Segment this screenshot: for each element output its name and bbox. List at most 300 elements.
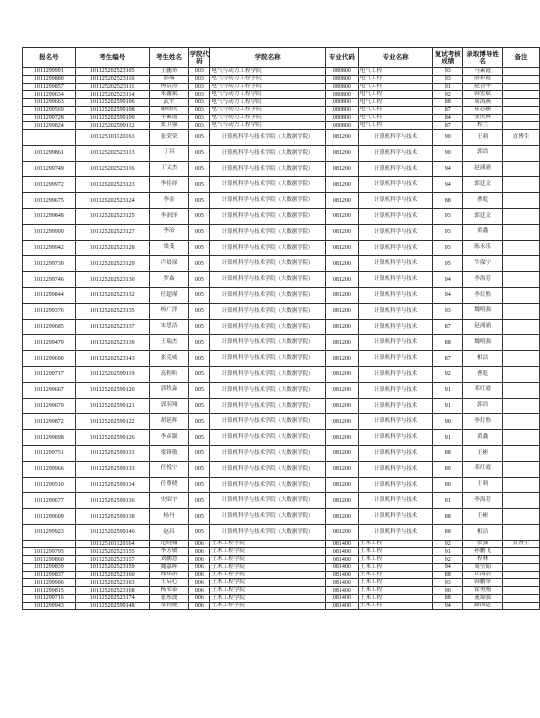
cell-major-code: 080800 xyxy=(325,106,358,114)
cell-school-code: 005 xyxy=(189,414,210,430)
cell-major-code: 081200 xyxy=(325,145,358,161)
cell-school-name: 电气与动力工程学院 xyxy=(210,75,326,83)
cell-registration-no: 1011299991 xyxy=(23,68,76,76)
cell-remarks xyxy=(503,68,540,76)
cell-remarks xyxy=(503,602,540,610)
cell-registration-no: 1011299679 xyxy=(23,398,76,414)
cell-interview-score: 90 xyxy=(433,587,463,595)
cell-school-name: 土木工程学院 xyxy=(210,556,326,564)
cell-supervisor-name: 王莉 xyxy=(463,130,503,146)
cell-interview-score: 91 xyxy=(433,382,463,398)
cell-candidate-name: 丁昌 xyxy=(149,145,189,161)
cell-school-code: 005 xyxy=(189,256,210,272)
cell-school-code: 003 xyxy=(189,114,210,122)
cell-remarks: 直博生 xyxy=(503,130,540,146)
cell-candidate-name: 谢晓庆 xyxy=(149,106,189,114)
table-row xyxy=(23,477,540,493)
table-row xyxy=(23,303,540,319)
cell-registration-no: 1011299839 xyxy=(23,563,76,571)
cell-interview-score: 94 xyxy=(433,161,463,177)
cell-school-code: 005 xyxy=(189,366,210,382)
cell-remarks xyxy=(503,256,540,272)
cell-remarks xyxy=(503,177,540,193)
cell-registration-no: 1011299730 xyxy=(23,256,76,272)
cell-major-name: 土木工程 xyxy=(358,587,433,595)
cell-school-code: 006 xyxy=(189,563,210,571)
cell-remarks xyxy=(503,240,540,256)
cell-registration-no: 1011299510 xyxy=(23,477,76,493)
cell-major-code: 081400 xyxy=(325,548,358,556)
cell-major-name: 电气工程 xyxy=(358,114,433,122)
cell-school-name: 电气与动力工程学院 xyxy=(210,83,326,91)
cell-remarks xyxy=(503,122,540,130)
cell-major-code: 081200 xyxy=(325,351,358,367)
cell-major-name: 电气工程 xyxy=(358,75,433,83)
cell-registration-no: 1011299634 xyxy=(23,91,76,99)
table-row xyxy=(23,351,540,367)
cell-major-name: 土木工程 xyxy=(358,556,433,564)
cell-supervisor-name: 曹乾 xyxy=(463,366,503,382)
header-school-code: 学院代码 xyxy=(189,48,210,68)
cell-major-name: 计算机科学与技术 xyxy=(358,208,433,224)
cell-interview-score: 91 xyxy=(433,398,463,414)
cell-remarks xyxy=(503,414,540,430)
cell-registration-no: 1011299872 xyxy=(23,414,76,430)
cell-school-name: 电气与动力工程学院 xyxy=(210,68,326,76)
cell-major-code: 081200 xyxy=(325,509,358,525)
header-interview-score: 复试考核成绩 xyxy=(433,48,463,68)
cell-candidate-no: 101125202523155 xyxy=(75,548,149,556)
cell-major-code: 081200 xyxy=(325,272,358,288)
cell-school-code: 006 xyxy=(189,548,210,556)
cell-candidate-name: 宋思洁 xyxy=(149,319,189,335)
cell-school-code: 005 xyxy=(189,461,210,477)
cell-interview-score: 87 xyxy=(433,319,463,335)
cell-school-name: 电气与动力工程学院 xyxy=(210,99,326,107)
cell-remarks xyxy=(503,91,540,99)
cell-school-name: 土木工程学院 xyxy=(210,602,326,610)
cell-school-code: 003 xyxy=(189,83,210,91)
cell-major-name: 电气工程 xyxy=(358,106,433,114)
cell-interview-score: 95 xyxy=(433,256,463,272)
cell-remarks xyxy=(503,366,540,382)
cell-interview-score: 94 xyxy=(433,177,463,193)
cell-interview-score: 88 xyxy=(433,99,463,107)
cell-registration-no: 1011299569 xyxy=(23,106,76,114)
cell-interview-score: 92 xyxy=(433,366,463,382)
cell-registration-no: 1011299898 xyxy=(23,430,76,446)
cell-interview-score: 92 xyxy=(433,91,463,99)
table-row xyxy=(23,114,540,122)
cell-registration-no: 1011299663 xyxy=(23,99,76,107)
cell-major-code: 081200 xyxy=(325,398,358,414)
cell-school-code: 006 xyxy=(189,602,210,610)
cell-major-code: 081200 xyxy=(325,445,358,461)
cell-interview-score: 88 xyxy=(433,445,463,461)
cell-supervisor-name: 霍勇刚 xyxy=(463,587,503,595)
cell-supervisor-name: 黄鑫 xyxy=(463,430,503,446)
cell-candidate-no: 101125202599120 xyxy=(75,382,149,398)
cell-major-code: 081200 xyxy=(325,208,358,224)
cell-candidate-name: 张克威 xyxy=(149,351,189,367)
cell-school-code: 003 xyxy=(189,106,210,114)
cell-candidate-name: 张卫强 xyxy=(149,122,189,130)
cell-registration-no: 1011299376 xyxy=(23,303,76,319)
cell-registration-no: 1011299844 xyxy=(23,287,76,303)
cell-school-name: 计算机科学与技术学院（大数据学院） xyxy=(210,303,326,319)
cell-school-code: 005 xyxy=(189,145,210,161)
cell-supervisor-name: 郭廷文 xyxy=(463,177,503,193)
cell-school-code: 005 xyxy=(189,224,210,240)
cell-remarks xyxy=(503,75,540,83)
cell-supervisor-name: 周莹娟 xyxy=(463,563,503,571)
cell-remarks xyxy=(503,493,540,509)
cell-candidate-no: 101125202599109 xyxy=(75,114,149,122)
cell-candidate-name: 史昭宇 xyxy=(149,493,189,509)
cell-remarks xyxy=(503,579,540,587)
cell-supervisor-name: 邓红霞 xyxy=(463,461,503,477)
header-major-code: 专业代码 xyxy=(325,48,358,68)
cell-school-name: 计算机科学与技术学院（大数据学院） xyxy=(210,335,326,351)
cell-candidate-name: 郭羽翔 xyxy=(149,398,189,414)
cell-supervisor-name: 邓红霞 xyxy=(463,382,503,398)
cell-interview-score: 90 xyxy=(433,145,463,161)
cell-school-name: 电气与动力工程学院 xyxy=(210,91,326,99)
cell-school-code: 006 xyxy=(189,587,210,595)
cell-school-name: 计算机科学与技术学院（大数据学院） xyxy=(210,351,326,367)
cell-major-code: 080800 xyxy=(325,99,358,107)
cell-school-code: 003 xyxy=(189,75,210,83)
table-row xyxy=(23,83,540,91)
cell-school-code: 006 xyxy=(189,594,210,602)
table-row xyxy=(23,106,540,114)
cell-remarks xyxy=(503,99,540,107)
cell-remarks xyxy=(503,319,540,335)
cell-registration-no: 1011299880 xyxy=(23,75,76,83)
cell-school-name: 计算机科学与技术学院（大数据学院） xyxy=(210,224,326,240)
cell-school-code: 005 xyxy=(189,130,210,146)
admission-list-table xyxy=(22,47,540,610)
cell-candidate-no: 101125202523116 xyxy=(75,161,149,177)
cell-interview-score: 91 xyxy=(433,493,463,509)
cell-candidate-no: 101125202523163 xyxy=(75,579,149,587)
cell-school-code: 005 xyxy=(189,303,210,319)
header-supervisor-name: 录取博导姓名 xyxy=(463,48,503,68)
cell-major-code: 081400 xyxy=(325,602,358,610)
cell-major-name: 电气工程 xyxy=(358,122,433,130)
cell-school-code: 005 xyxy=(189,477,210,493)
table-row xyxy=(23,366,540,382)
header-school-name: 学院名称 xyxy=(210,48,326,68)
cell-major-name: 计算机科学与技术 xyxy=(358,430,433,446)
cell-candidate-name: 朱鑫斌 xyxy=(149,91,189,99)
cell-candidate-no: 101125202523157 xyxy=(75,556,149,564)
table-row xyxy=(23,335,540,351)
cell-registration-no: 1011299795 xyxy=(23,548,76,556)
table-row xyxy=(23,91,540,99)
cell-major-name: 计算机科学与技术 xyxy=(358,177,433,193)
cell-candidate-no: 101125202599133 xyxy=(75,461,149,477)
cell-major-code: 081200 xyxy=(325,366,358,382)
header-candidate-name: 考生姓名 xyxy=(149,48,189,68)
cell-supervisor-name: 郭浩 xyxy=(463,145,503,161)
cell-candidate-name: 丁文杰 xyxy=(149,161,189,177)
cell-major-code: 081200 xyxy=(325,524,358,540)
cell-major-name: 电气工程 xyxy=(358,99,433,107)
cell-major-name: 计算机科学与技术 xyxy=(358,240,433,256)
cell-remarks xyxy=(503,571,540,579)
cell-major-code: 081200 xyxy=(325,193,358,209)
table-row xyxy=(23,461,540,477)
cell-school-name: 计算机科学与技术学院（大数据学院） xyxy=(210,240,326,256)
cell-interview-score: 93 xyxy=(433,303,463,319)
cell-candidate-name: 高程昕 xyxy=(149,366,189,382)
cell-major-code: 081200 xyxy=(325,287,358,303)
cell-remarks xyxy=(503,193,540,209)
header-major-name: 专业名称 xyxy=(358,48,433,68)
cell-candidate-no: 101125202523159 xyxy=(75,563,149,571)
cell-registration-no: 1011299728 xyxy=(23,114,76,122)
cell-interview-score: 90 xyxy=(433,414,463,430)
cell-remarks xyxy=(503,145,540,161)
cell-remarks xyxy=(503,382,540,398)
cell-supervisor-name: 牛保宁 xyxy=(463,256,503,272)
cell-school-code: 005 xyxy=(189,208,210,224)
cell-supervisor-name: 郭廷文 xyxy=(463,208,503,224)
cell-major-name: 计算机科学与技术 xyxy=(358,256,433,272)
cell-school-code: 005 xyxy=(189,445,210,461)
cell-major-code: 081200 xyxy=(325,430,358,446)
cell-major-name: 计算机科学与技术 xyxy=(358,193,433,209)
cell-candidate-name: 张荣荣 xyxy=(149,130,189,146)
cell-interview-score: 87 xyxy=(433,106,463,114)
cell-major-name: 土木工程 xyxy=(358,548,433,556)
cell-school-name: 计算机科学与技术学院（大数据学院） xyxy=(210,319,326,335)
cell-interview-score: 88 xyxy=(433,335,463,351)
cell-candidate-name: 魏嘉晖 xyxy=(149,563,189,571)
cell-school-name: 土木工程学院 xyxy=(210,594,326,602)
cell-major-code: 081200 xyxy=(325,414,358,430)
cell-major-code: 080800 xyxy=(325,68,358,76)
cell-interview-score: 88 xyxy=(433,193,463,209)
cell-major-name: 计算机科学与技术 xyxy=(358,161,433,177)
table-row xyxy=(23,75,540,83)
cell-candidate-name: 刘鹏慧 xyxy=(149,556,189,564)
table-row xyxy=(23,398,540,414)
cell-school-code: 005 xyxy=(189,240,210,256)
cell-registration-no: 1011299749 xyxy=(23,161,76,177)
cell-major-code: 081200 xyxy=(325,130,358,146)
cell-interview-score: 93 xyxy=(433,224,463,240)
cell-supervisor-name: 李海芳 xyxy=(463,272,503,288)
table-row xyxy=(23,256,540,272)
cell-remarks xyxy=(503,208,540,224)
cell-major-name: 计算机科学与技术 xyxy=(358,335,433,351)
cell-candidate-name: 张彤波 xyxy=(149,594,189,602)
cell-major-name: 土木工程 xyxy=(358,579,433,587)
cell-candidate-name: 郭瑞 xyxy=(149,75,189,83)
cell-candidate-name: 李芳敏 xyxy=(149,548,189,556)
cell-registration-no: 1011299716 xyxy=(23,594,76,602)
cell-candidate-no: 101125202523127 xyxy=(75,224,149,240)
cell-candidate-name: 武平 xyxy=(149,99,189,107)
table-row xyxy=(23,130,540,146)
cell-school-code: 005 xyxy=(189,398,210,414)
cell-registration-no: 1011299837 xyxy=(23,571,76,579)
cell-school-name: 土木工程学院 xyxy=(210,563,326,571)
table-row xyxy=(23,556,540,564)
cell-major-code: 081200 xyxy=(325,382,358,398)
cell-supervisor-name: 郭浩 xyxy=(463,398,503,414)
cell-major-name: 土木工程 xyxy=(358,563,433,571)
cell-major-name: 计算机科学与技术 xyxy=(358,366,433,382)
cell-school-code: 003 xyxy=(189,91,210,99)
cell-remarks xyxy=(503,430,540,446)
cell-remarks xyxy=(503,161,540,177)
cell-interview-score: 91 xyxy=(433,430,463,446)
cell-major-name: 计算机科学与技术 xyxy=(358,382,433,398)
table-row xyxy=(23,99,540,107)
cell-school-code: 005 xyxy=(189,272,210,288)
cell-registration-no: 1011299923 xyxy=(23,524,76,540)
cell-major-code: 080800 xyxy=(325,114,358,122)
cell-candidate-no: 101125202599134 xyxy=(75,477,149,493)
cell-major-name: 计算机科学与技术 xyxy=(358,130,433,146)
cell-major-name: 电气工程 xyxy=(358,83,433,91)
cell-registration-no: 1011299746 xyxy=(23,272,76,288)
cell-candidate-name: 任悦宁 xyxy=(149,461,189,477)
cell-candidate-no: 101125202599119 xyxy=(75,366,149,382)
table-row xyxy=(23,287,540,303)
cell-registration-no: 1011299824 xyxy=(23,122,76,130)
cell-major-code: 081400 xyxy=(325,540,358,548)
cell-supervisor-name: 韩鹏举 xyxy=(463,579,503,587)
cell-interview-score: 88 xyxy=(433,571,463,579)
cell-interview-score: 88 xyxy=(433,509,463,525)
cell-major-name: 土木工程 xyxy=(358,540,433,548)
cell-school-code: 005 xyxy=(189,335,210,351)
cell-candidate-name: 王启心 xyxy=(149,579,189,587)
cell-candidate-no: 101125202523174 xyxy=(75,594,149,602)
cell-major-code: 081200 xyxy=(325,161,358,177)
table-row xyxy=(23,272,540,288)
cell-school-name: 计算机科学与技术学院（大数据学院） xyxy=(210,509,326,525)
cell-school-name: 计算机科学与技术学院（大数据学院） xyxy=(210,398,326,414)
cell-registration-no: 1011299675 xyxy=(23,193,76,209)
cell-major-name: 计算机科学与技术 xyxy=(358,398,433,414)
cell-supervisor-name: 魏明强 xyxy=(463,303,503,319)
cell-major-name: 计算机科学与技术 xyxy=(358,445,433,461)
cell-candidate-name: 杨荣泰 xyxy=(149,587,189,595)
cell-candidate-no: 101125202599136 xyxy=(75,493,149,509)
cell-major-code: 081400 xyxy=(325,563,358,571)
cell-major-code: 081200 xyxy=(325,477,358,493)
cell-supervisor-name: 黄鑫 xyxy=(463,224,503,240)
cell-school-name: 计算机科学与技术学院（大数据学院） xyxy=(210,287,326,303)
cell-supervisor-name: 王彬 xyxy=(463,445,503,461)
table-row xyxy=(23,414,540,430)
cell-school-code: 005 xyxy=(189,161,210,177)
cell-remarks xyxy=(503,563,540,571)
cell-candidate-name: 常钧捷 xyxy=(149,602,189,610)
cell-school-code: 006 xyxy=(189,540,210,548)
cell-candidate-name: 邢炜淇 xyxy=(149,571,189,579)
cell-school-code: 005 xyxy=(189,193,210,209)
cell-interview-score: 92 xyxy=(433,540,463,548)
cell-major-name: 土木工程 xyxy=(358,602,433,610)
cell-candidate-name: 梁锋敬 xyxy=(149,445,189,461)
cell-major-code: 081200 xyxy=(325,303,358,319)
cell-registration-no: 1011299479 xyxy=(23,335,76,351)
table-row xyxy=(23,602,540,610)
cell-major-name: 计算机科学与技术 xyxy=(358,303,433,319)
cell-interview-score: 94 xyxy=(433,272,463,288)
cell-major-name: 电气工程 xyxy=(358,68,433,76)
cell-candidate-no: 101125202523128 xyxy=(75,240,149,256)
cell-supervisor-name: 赵晋华 xyxy=(463,83,503,91)
table-row xyxy=(23,161,540,177)
cell-supervisor-name: 马素霞 xyxy=(463,68,503,76)
cell-school-name: 土木工程学院 xyxy=(210,540,326,548)
cell-school-name: 计算机科学与技术学院（大数据学院） xyxy=(210,272,326,288)
cell-remarks xyxy=(503,461,540,477)
cell-registration-no: 1011299857 xyxy=(23,83,76,91)
cell-major-name: 土木工程 xyxy=(358,594,433,602)
cell-school-code: 005 xyxy=(189,351,210,367)
cell-remarks xyxy=(503,272,540,288)
table-row xyxy=(23,571,540,579)
cell-interview-score: 93 xyxy=(433,208,463,224)
cell-registration-no: 1011299943 xyxy=(23,602,76,610)
cell-remarks xyxy=(503,106,540,114)
cell-supervisor-name: 路国运 xyxy=(463,602,503,610)
cell-supervisor-name: 董锦强 xyxy=(463,594,503,602)
table-row xyxy=(23,224,540,240)
cell-candidate-name: 李彦龈 xyxy=(149,430,189,446)
cell-school-name: 计算机科学与技术学院（大数据学院） xyxy=(210,130,326,146)
cell-major-code: 080800 xyxy=(325,122,358,130)
cell-major-name: 计算机科学与技术 xyxy=(358,524,433,540)
cell-major-name: 计算机科学与技术 xyxy=(358,287,433,303)
cell-candidate-name: 杨丹 xyxy=(149,509,189,525)
cell-candidate-no: 101125101120163 xyxy=(75,130,149,146)
cell-candidate-no: 101125202523168 xyxy=(75,587,149,595)
cell-major-code: 081400 xyxy=(325,594,358,602)
cell-supervisor-name: 薛彩霞 xyxy=(463,75,503,83)
cell-remarks xyxy=(503,335,540,351)
table-row xyxy=(23,240,540,256)
table-row xyxy=(23,177,540,193)
cell-interview-score: 91 xyxy=(433,548,463,556)
table-row xyxy=(23,524,540,540)
cell-interview-score: 93 xyxy=(433,240,463,256)
cell-remarks xyxy=(503,548,540,556)
cell-school-name: 土木工程学院 xyxy=(210,579,326,587)
cell-school-code: 005 xyxy=(189,287,210,303)
cell-school-name: 计算机科学与技术学院（大数据学院） xyxy=(210,445,326,461)
cell-supervisor-name: 赵涌涌 xyxy=(463,161,503,177)
table-row xyxy=(23,208,540,224)
cell-candidate-no: 101125202599146 xyxy=(75,524,149,540)
cell-remarks xyxy=(503,351,540,367)
cell-registration-no: 1011299667 xyxy=(23,382,76,398)
cell-candidate-name: 杨广泽 xyxy=(149,303,189,319)
cell-major-code: 080800 xyxy=(325,75,358,83)
cell-candidate-name: 任超瑾 xyxy=(149,287,189,303)
cell-supervisor-name: 丘海浩 xyxy=(463,571,503,579)
cell-school-name: 计算机科学与技术学院（大数据学院） xyxy=(210,208,326,224)
cell-school-code: 003 xyxy=(189,122,210,130)
